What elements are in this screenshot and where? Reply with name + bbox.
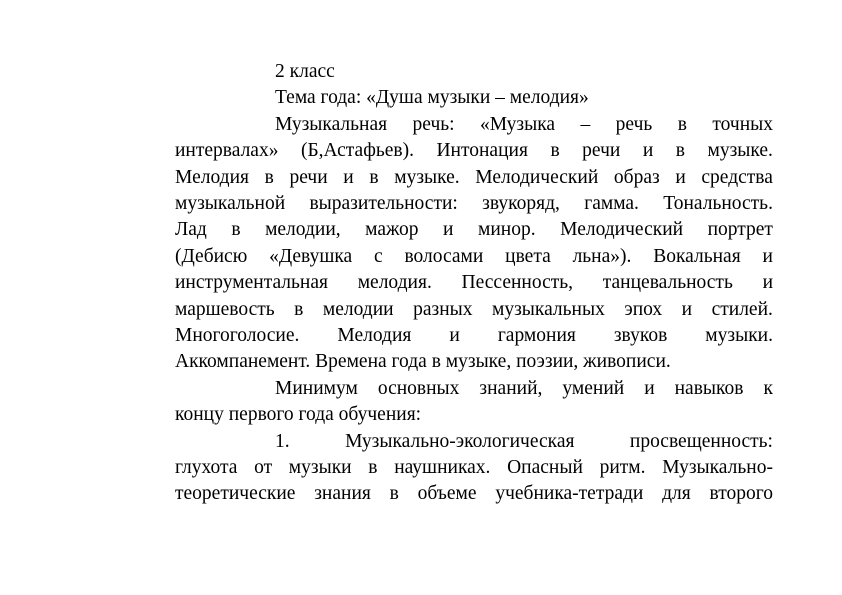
paragraph-line <box>175 455 773 481</box>
word: точных <box>712 113 773 135</box>
word: Опасный <box>507 457 583 479</box>
word: теоретические <box>175 483 296 505</box>
word: разных <box>413 298 473 320</box>
word: учебника-тетради <box>495 483 644 505</box>
word: второго <box>709 483 773 505</box>
word: в <box>231 219 241 241</box>
theme-line: Тема года: «Душа музыки – мелодия» <box>275 87 589 109</box>
word: музыки <box>288 457 352 479</box>
word: инструментальная <box>175 272 328 294</box>
grade-heading: 2 класс <box>275 61 335 82</box>
word: 1. <box>275 430 290 452</box>
word: умений <box>562 377 625 399</box>
word: музыке. <box>394 166 460 188</box>
paragraph-line <box>175 112 773 138</box>
word: для <box>662 483 691 505</box>
word: Тональность. <box>663 193 773 214</box>
word: и <box>675 166 686 188</box>
word: Мелодия <box>337 325 412 347</box>
word: цвета <box>505 245 551 267</box>
word: в <box>294 298 304 320</box>
word: и <box>642 140 654 162</box>
word: к <box>763 377 773 399</box>
word: портрет <box>707 219 773 241</box>
word: Мелодический <box>560 219 684 241</box>
paragraph-line <box>175 270 773 296</box>
word: льна»). <box>572 245 632 267</box>
word: музыкальной <box>175 193 286 214</box>
paragraph-line <box>175 376 773 402</box>
paragraph-line <box>175 429 773 455</box>
paragraph-line <box>175 191 773 217</box>
word: и <box>762 245 773 267</box>
paragraph-line <box>175 481 773 507</box>
word: Музыкальная <box>275 113 388 135</box>
word: Мелодия <box>175 166 249 188</box>
word: и <box>343 166 354 188</box>
word: Лад <box>175 219 207 241</box>
word: эпох <box>624 298 663 320</box>
word: и <box>762 272 773 294</box>
word: и <box>449 325 460 347</box>
paragraph-speech <box>175 112 773 376</box>
paragraph-line <box>175 165 773 191</box>
paragraph-line <box>175 244 773 270</box>
paragraph-line <box>175 217 773 243</box>
word: Интонация <box>436 140 528 162</box>
word: в <box>368 457 378 479</box>
word: речи <box>582 140 621 162</box>
word: знаний, <box>479 377 543 399</box>
word: Пессенность, <box>461 272 574 294</box>
paragraph-ecology <box>175 429 773 508</box>
word: речь: <box>412 113 455 135</box>
word: – <box>580 113 591 135</box>
word: мелодии <box>322 298 394 320</box>
word: образ <box>613 166 660 188</box>
word: от <box>254 457 273 479</box>
document-text <box>175 59 773 508</box>
word: волосами <box>404 245 484 267</box>
word: мажор <box>365 219 419 241</box>
word: речь <box>615 113 653 135</box>
paragraph-line: концу первого года обучения: <box>175 404 422 426</box>
paragraph-minimum <box>175 376 773 429</box>
word: глухота <box>175 457 238 479</box>
word: и <box>644 377 655 399</box>
word: основных <box>377 377 460 399</box>
word: (Б,Астафьев). <box>300 140 414 162</box>
paragraph-line <box>175 138 773 164</box>
word: в <box>675 140 685 162</box>
word: навыков <box>674 377 744 399</box>
word: стилей. <box>711 298 773 320</box>
word: Мелодический <box>475 166 599 188</box>
word: минор. <box>478 219 536 241</box>
word: Вокальная <box>653 245 741 267</box>
word: в <box>389 483 399 505</box>
word: Многоголосие. <box>175 325 300 347</box>
word: мелодии, <box>265 219 341 241</box>
word: Музыкально-экологическая <box>345 430 575 452</box>
word: и <box>681 298 693 320</box>
word: «Музыка <box>480 113 556 135</box>
word: знания <box>314 483 371 505</box>
word: гамма. <box>584 193 639 214</box>
word: наушниках. <box>394 457 491 479</box>
word: танцевальность <box>602 272 733 294</box>
paragraph-line <box>175 297 773 323</box>
word: речи <box>289 166 328 188</box>
word: мелодия. <box>357 272 432 294</box>
word: с <box>374 245 383 267</box>
word: музыкальных <box>492 298 605 320</box>
word: средства <box>701 166 773 188</box>
word: выразительности: <box>309 193 458 214</box>
word: маршевость <box>175 298 275 320</box>
word: и <box>443 219 454 241</box>
word: ритм. <box>599 457 646 479</box>
word: музыке. <box>707 140 773 162</box>
word: в <box>677 113 687 135</box>
word: в <box>369 166 379 188</box>
word: «Девушка <box>269 245 353 267</box>
word: Минимум <box>275 377 358 399</box>
word: в <box>264 166 274 188</box>
word: (Дебисю <box>175 245 248 267</box>
word: звуков <box>613 325 668 347</box>
paragraph-line: Аккомпанемент. Времена года в музыке, поэзии, живописи. <box>175 351 671 373</box>
word: звукоряд, <box>482 193 560 214</box>
word: объеме <box>417 483 477 505</box>
word: Музыкально- <box>662 457 773 479</box>
word: просвещенность: <box>629 430 773 452</box>
word: интервалах» <box>175 140 279 162</box>
word: гармония <box>497 325 576 347</box>
paragraph-line <box>175 323 773 349</box>
word: музыки. <box>705 325 773 347</box>
word: в <box>550 140 560 162</box>
